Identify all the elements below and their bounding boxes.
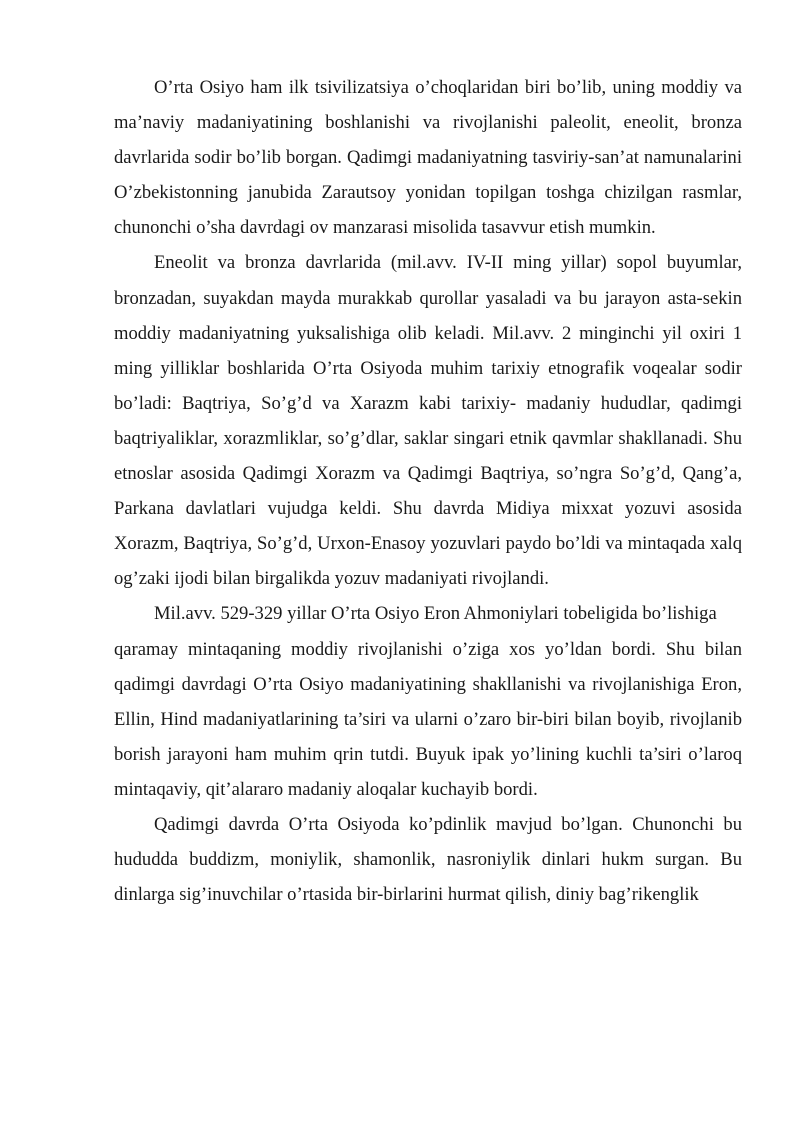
paragraph-1: O’rta Osiyo ham ilk tsivilizatsiya o’choqlaridan biri bo’lib, uning moddiy va ma’naviy madaniyatining boshlanishi va rivojlanishi paleolit, eneolit, bronza davrlarida sodir bo’lib borgan. Qadimgi madaniyatning tasviriy-san’at namunalarini O’zbekistonning janubida Zarautsoy yonidan topilgan toshga chizilgan rasmlar, chunonchi o’sha davrdagi ov manzarasi misolida tasavvur etish mumkin. xyxy=(114,77,742,239)
paragraph-3: Mil.avv. 529-329 yillar O’rta Osiyo Eron Ahmoniylari tobeligida bo’lishiga xyxy=(154,603,717,625)
paragraph-2: Eneolit va bronza davrlarida (mil.avv. IV-II ming yillar) sopol buyumlar, bronzadan, suyakdan mayda murakkab qurollar yasaladi va bu jarayon asta-sekin moddiy madaniyatning yuksalishiga olib keladi. Mil.avv. 2 minginchi yil oxiri 1 ming yilliklar boshlarida O’rta Osiyoda muhim tarixiy etnografik voqealar sodir bo’ladi: Baqtriya, So’g’d va Xarazm kabi tarixiy- madaniy hududlar, qadimgi baqtriyaliklar, xorazmliklar, so’g’dlar, saklar singari etnik qavmlar shakllanadi. Shu etnoslar asosida Qadimgi Xorazm va Qadimgi Baqtriya, so’ngra So’g’d, Qang’a, Parkana davlatlari vujudga keldi. Shu davrda Midiya mixxat yozuvi asosida Xorazm, Baqtriya, So’g’d, Urxon-Enasoy yozuvlari paydo bo’ldi va mintaqada xalq og’zaki ijodi bilan birgalikda yozuv madaniyati rivojlandi. xyxy=(114,252,742,590)
paragraph-5: Qadimgi davrda O’rta Osiyoda ko’pdinlik mavjud bo’lgan. Chunonchi bu hududda buddizm, moniylik, shamonlik, nasroniylik dinlari hukm surgan. Bu dinlarga sig’inuvchilar o’rtasida bir-birlarini hurmat qilish, diniy bag’rikenglik xyxy=(114,813,742,906)
paragraph-4: qaramay mintaqaning moddiy rivojlanishi o’ziga xos yo’ldan bordi. Shu bilan qadimgi davrdagi O’rta Osiyo madaniyatining shakllanishi va rivojlanishiga Eron, Ellin, Hind madaniyatlarining ta’siri va ularni o’zaro bir-biri bilan boyib, rivojlanib borish jarayoni ham muhim qrin tutdi. Buyuk ipak yo’lining kuchli ta’siri o’laroq mintaqaviy, qit’alararo madaniy aloqalar kuchayib bordi. xyxy=(114,638,742,800)
document-body xyxy=(114,70,742,912)
